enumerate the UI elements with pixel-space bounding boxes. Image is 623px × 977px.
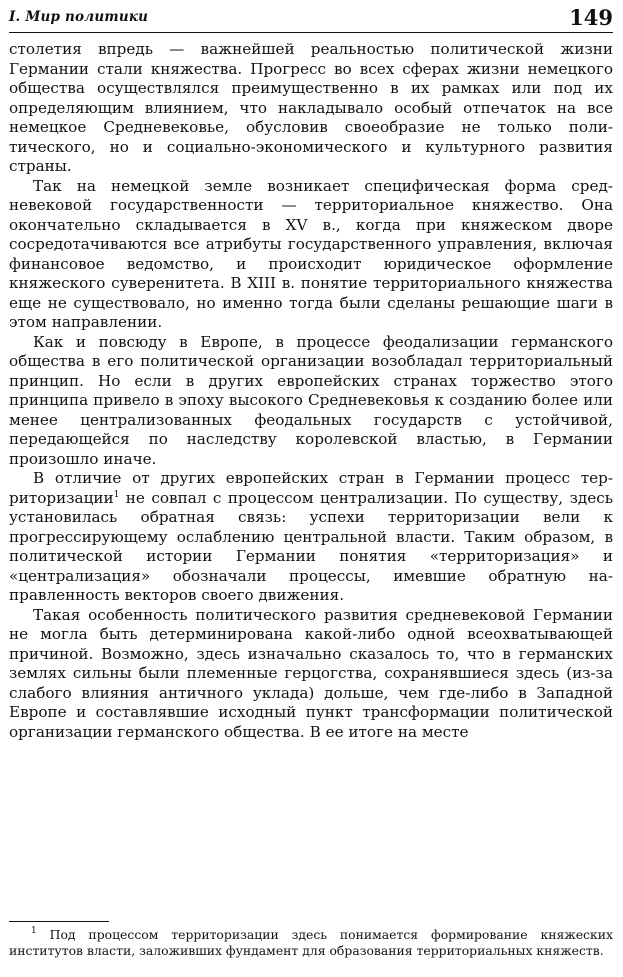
paragraph-4 <box>9 469 613 606</box>
footnote <box>9 927 613 959</box>
paragraph-4-text-after: не совпал с процессом централизации. По существу, здесь установилась обратная связь: успехи территоризации вели к прогрессирующему ослаблению центральной власти. Таким образом, в политической истории Германии понятия «территоризация» и «централизация» обозначали процессы, имевшие обратную направленность векторов своего движения. <box>9 488 613 604</box>
book-page <box>9 6 613 971</box>
paragraph-5: Такая особенность политического развития средневековой Германии не могла быть детерминирована какой-либо одной всеохватывающей причиной. Возможно, здесь изначально сказалось то, что в германских землях сильны были племенные герцогства, сохранявшиеся здесь (из-за слабого влияния античного уклада) дольше, чем где-либо в Западной Европе и составлявшие исходный пункт трансформации политической организации германского общества. В ее итоге на месте <box>9 605 613 741</box>
paragraph-2: Так на немецкой земле возникает специфическая форма средневековой государственности — территориальное княжество. Она окончательно складывается в XV в., когда при княжеском дворе сосредотачиваются все атрибуты государственного управления, включая финансовое ведомство, и происходит юридическое оформление княжеского суверенитета. В XIII в. понятие территориального княжества еще не существовало, но именно тогда были сделаны решающие шаги в этом направлении. <box>9 176 613 331</box>
paragraph-1: столетия впредь — важнейшей реальностью политической жизни Германии стали княжества. Прогресс во всех сферах жизни немецкого общества осуществлялся преимущественно в их рамках или под их определяющим влиянием, что накладывало особый отпечаток на все немецкое Средневековье, обусловив своеобразие не только политического, но и социально-экономического и культурного развития страны. <box>9 40 613 175</box>
page-number: 149 <box>569 5 613 30</box>
footnote-marker: 1 <box>31 926 37 936</box>
running-head: I. Мир политики <box>9 9 149 25</box>
footnote-divider <box>9 921 109 922</box>
page-header <box>9 6 613 33</box>
paragraph-3: Как и повсюду в Европе, в процессе феодализации германского общества в его политической организации возобладал территориальный принцип. Но если в других европейских странах торжество этого принципа привело в эпоху высокого Средневековья к созданию более или менее централизованных феодальных государств с устойчивой, передающейся по наследству королевской властью, в Германии произошло иначе. <box>9 332 613 468</box>
main-text <box>9 40 613 742</box>
footnote-reference[interactable]: 1 <box>113 489 120 500</box>
paragraph-4-text-before: В отличие от других европейских стран в Германии процесс территоризации <box>9 469 613 507</box>
footnote-text: Под процессом территоризации здесь понимается формирование княжеских институтов власти, заложивших фундамент для образования территориальных княжеств. <box>9 927 613 958</box>
